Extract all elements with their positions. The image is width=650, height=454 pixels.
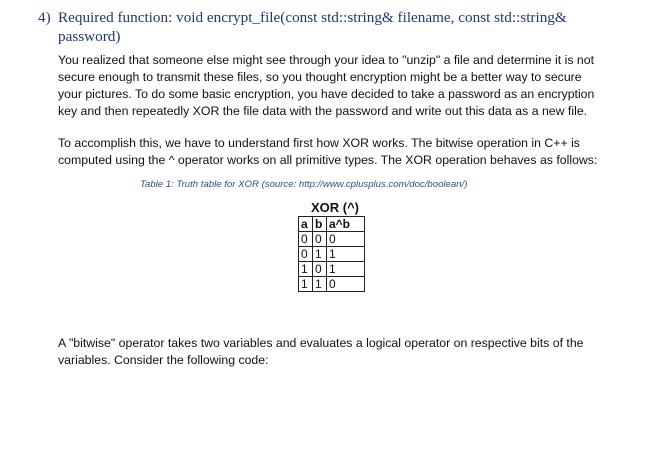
table-cell: 1 (313, 277, 327, 292)
table-cell: 1 (327, 262, 365, 277)
table-header-cell: a (299, 217, 313, 232)
truth-table-title: XOR (^) (310, 200, 360, 215)
table-cell: 1 (313, 247, 327, 262)
table-cell: 1 (299, 262, 313, 277)
table-cell: 0 (313, 262, 327, 277)
intro-paragraph (58, 52, 594, 120)
paragraph-line: A "bitwise" operator takes two variables and evaluates a logical operator on respective bits of the (58, 336, 584, 350)
table-caption: Table 1: Truth table for XOR (source: http://www.cplusplus.com/doc/boolean/) (140, 179, 468, 190)
table-cell: 1 (327, 247, 365, 262)
paragraph-line: key and then repeatedly XOR the file data with the password and write out this data as a new file. (58, 104, 588, 118)
xor-truth-table (298, 216, 365, 292)
table-row (299, 262, 365, 277)
paragraph-line: secure enough to transmit these files, so you thought encryption might be a better way to secure (58, 70, 582, 84)
table-cell: 0 (299, 232, 313, 247)
paragraph-line: variables. Consider the following code: (58, 353, 269, 367)
section-title: Required function: void encrypt_file(const std::string& filename, const std::string& password) (58, 9, 567, 45)
paragraph-line: You realized that someone else might see through your idea to "unzip" a file and determine it is not (58, 53, 595, 67)
table-row (299, 232, 365, 247)
bitwise-paragraph (58, 335, 584, 369)
xor-explanation-paragraph (58, 135, 597, 169)
paragraph-line: To accomplish this, we have to understand first how XOR works. The bitwise operation in C++ is (58, 136, 580, 150)
table-cell: 1 (299, 277, 313, 292)
table-cell: 0 (313, 232, 327, 247)
section-number: 4) (38, 9, 51, 26)
table-cell: 0 (299, 247, 313, 262)
table-cell: 0 (327, 277, 365, 292)
table-header-row (299, 217, 365, 232)
paragraph-line: your pictures. To do some basic encryption, you have decided to take a password as an encryption (58, 87, 595, 101)
table-header-cell: a^b (327, 217, 365, 232)
table-row (299, 247, 365, 262)
table-row (299, 277, 365, 292)
table-cell: 0 (327, 232, 365, 247)
paragraph-line: computed using the ^ operator works on all primitive types. The XOR operation behaves as follows: (58, 153, 598, 167)
table-header-cell: b (313, 217, 327, 232)
